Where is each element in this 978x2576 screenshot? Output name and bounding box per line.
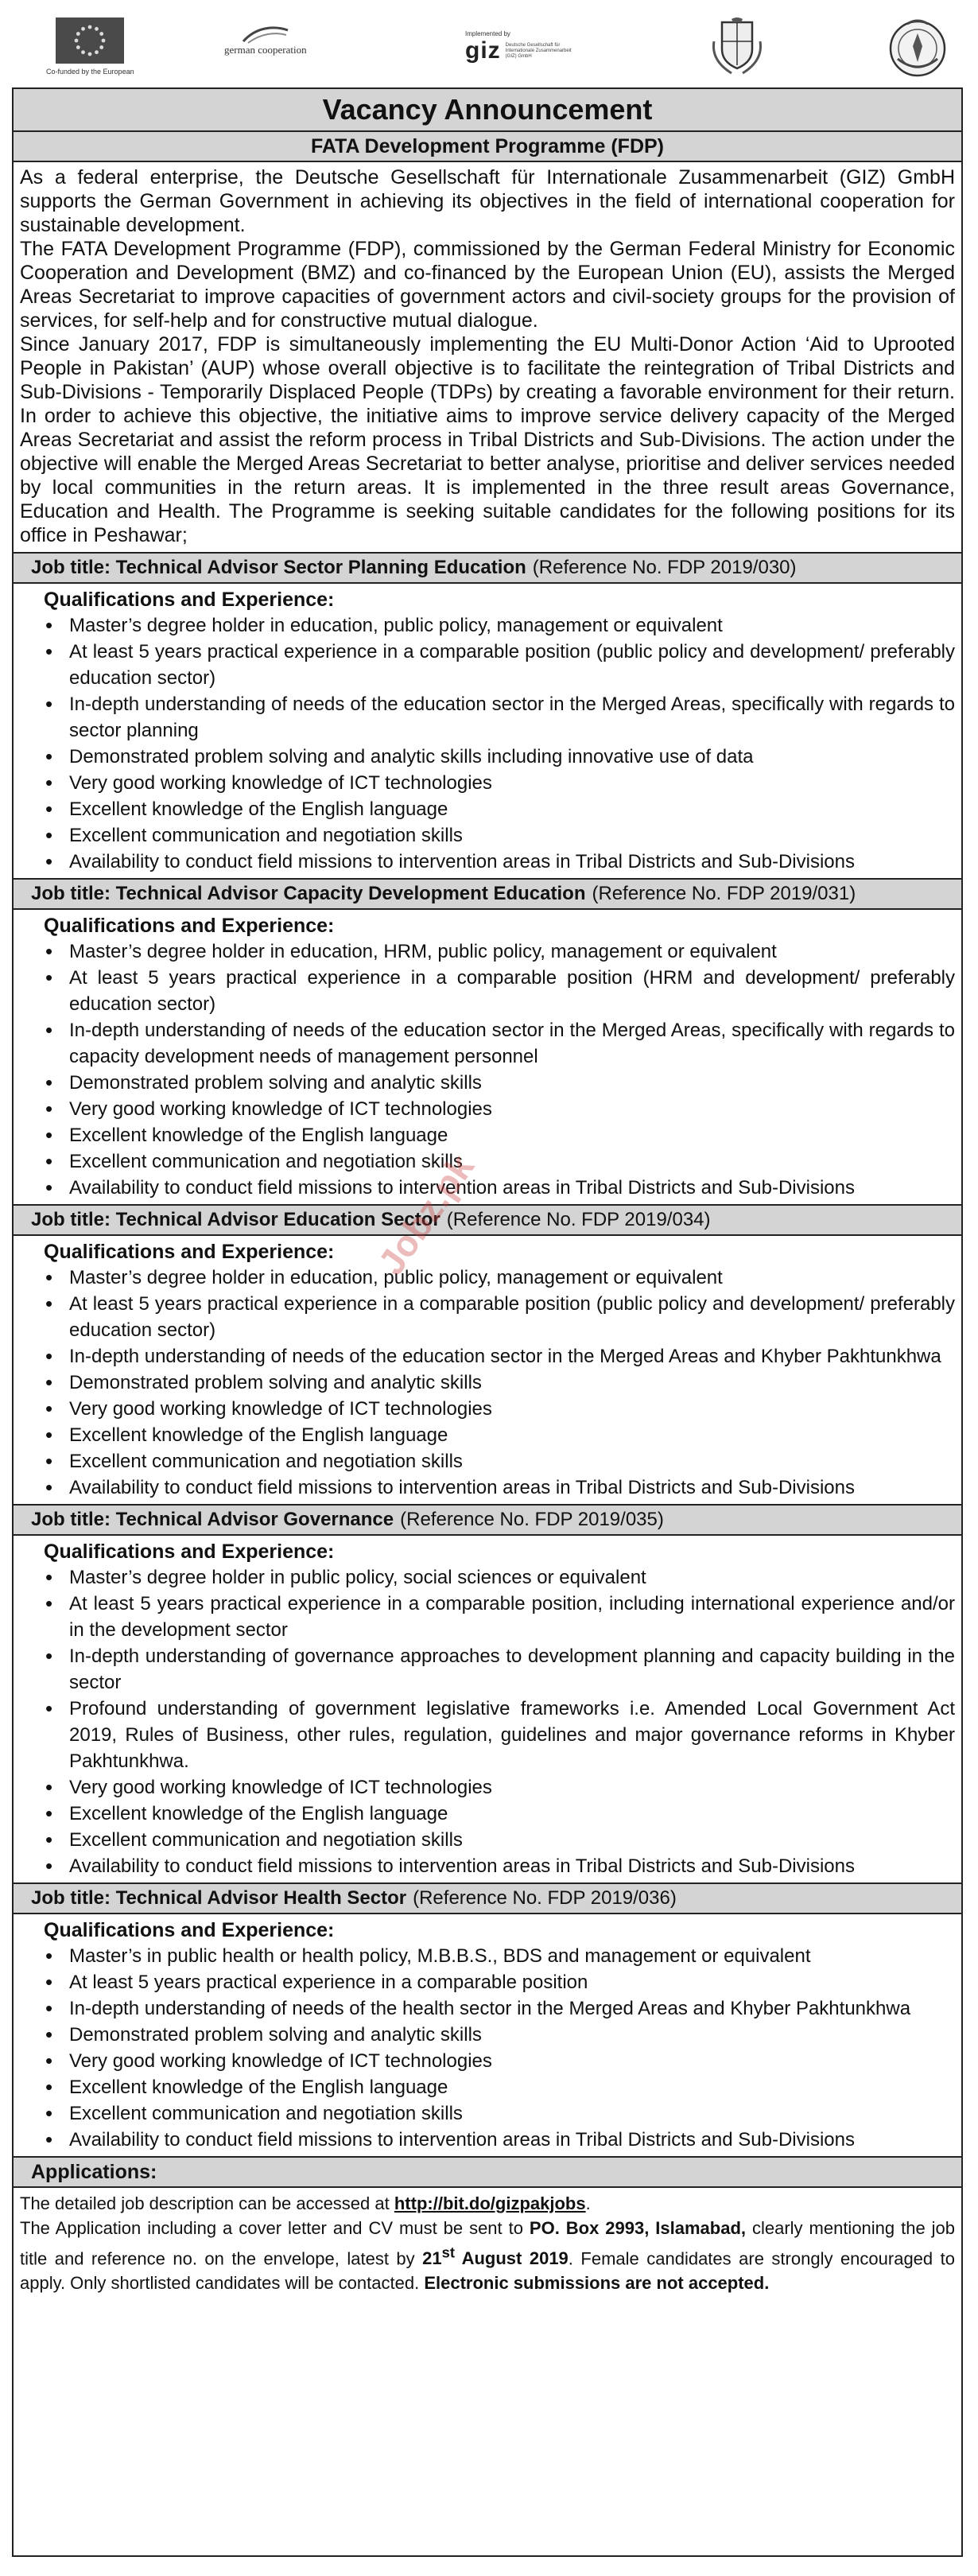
list-item: • Demonstrated problem solving and analytic skills (44, 2022, 955, 2048)
job-title-bar (14, 1882, 961, 1914)
applications-section (14, 2156, 961, 2298)
list-item: • At least 5 years practical experience in a comparable position, including international experience and/or in the development sector (44, 1591, 955, 1643)
list-item: • Excellent communication and negotiation skills (44, 1448, 955, 1474)
applications-text: . (585, 2193, 591, 2213)
qualifications-heading: Qualifications and Experience: (44, 1919, 335, 1941)
applications-instructions (20, 2216, 955, 2295)
intro-paragraph: As a federal enterprise, the Deutsche Gesellschaft für Internationale Zusammenarbeit (GIZ) GmbH supports the German Government in achieving its objectives in the field of international cooperation for sustainable development. (20, 166, 955, 236)
german-cooperation-caption: german cooperation (224, 44, 307, 56)
giz-description: Deutsche Gesellschaft für Internationale Zusammenarbeit (GIZ) GmbH (505, 42, 572, 59)
postal-address: PO. Box 2993, Islamabad, (529, 2218, 747, 2238)
logo-strip (0, 0, 978, 87)
list-item: • Availability to conduct field missions to intervention areas in Tribal Districts and Sub-Divisions (44, 1853, 955, 1879)
list-item: • In-depth understanding of needs of the education sector in the Merged Areas, specifically with regards to sector planning (44, 691, 955, 744)
job-description-link[interactable]: http://bit.do/gizpakjobs (394, 2193, 586, 2213)
list-item: • Very good working knowledge of ICT technologies (44, 770, 955, 796)
deadline-date (422, 2244, 569, 2269)
list-item: • Master’s degree holder in education, public policy, management or equivalent (44, 612, 955, 639)
job-title: Job title: Technical Advisor Capacity Development Education (31, 883, 586, 904)
job-reference: (Reference No. FDP 2019/031) (592, 883, 856, 904)
giz-wordmark: giz (465, 37, 501, 64)
qualifications-heading: Qualifications and Experience: (44, 915, 335, 937)
list-item: • Master’s in public health or health policy, M.B.B.S., BDS and management or equivalent (44, 1943, 955, 1969)
list-item: • Demonstrated problem solving and analytic skills (44, 1370, 955, 1396)
applications-text: The detailed job description can be accessed at (20, 2193, 394, 2213)
intro-paragraph: Since January 2017, FDP is simultaneously implementing the EU Multi-Donor Action ‘Aid to Uprooted People in Pakistan’ (AUP) whose overall objective is to facilitate the reintegration of Tribal Districts and Sub-Divisions - Temporarily Displaced People (TDPs) by creating a favorable environment for their return. In order to achieve this objective, the initiative aims to improve service delivery capacity of the Merged Areas Secretariat and assist the reform process in Tribal Districts and Sub-Divisions. The action under the objective will enable the Merged Areas Secretariat to better analyse, prioritise and deliver services needed by local communities in the return areas. It is implemented in the three result areas Governance, Education and Health. The Programme is seeking suitable candidates for the following positions for its office in Peshawar; (20, 333, 955, 546)
seal-emblem-icon (887, 17, 949, 80)
watermark: Jobz.pk (370, 1146, 483, 1283)
job-title: Job title: Technical Advisor Sector Planning Education (31, 557, 526, 578)
intro-section (14, 162, 961, 552)
list-item: • Excellent communication and negotiation skills (44, 1827, 955, 1853)
programme-subtitle: FATA Development Programme (FDP) (14, 132, 961, 162)
list-item: • In-depth understanding of needs of the health sector in the Merged Areas and Khyber Pakhtunkhwa (44, 1995, 955, 2022)
list-item: • Very good working knowledge of ICT technologies (44, 2048, 955, 2074)
deadline-suffix: st (441, 2244, 455, 2261)
list-item: • Master’s degree holder in education, HRM, public policy, management or equivalent (44, 938, 955, 965)
deadline-month-year: August 2019 (454, 2248, 569, 2269)
intro-paragraph: The FATA Development Programme (FDP), commissioned by the German Federal Ministry for Economic Cooperation and Development (BMZ) and co-financed by the European Union (EU), assists the Merged Areas Secretariat to improve capacities of government actors and civil-society groups for the provision of services, for self-help and for constructive mutual dialogue. (20, 238, 955, 332)
list-item: • Master’s degree holder in education, public policy, management or equivalent (44, 1265, 955, 1291)
german-cooperation-swoosh-icon (242, 24, 289, 45)
job-title-bar (14, 1504, 961, 1536)
applications-line (20, 2191, 955, 2216)
list-item: • Profound understanding of government legislative frameworks i.e. Amended Local Government Act 2019, Rules of Business, other rules, regulation, guidelines and major governance reforms in Khyber Pakhtunkhwa. (44, 1696, 955, 1774)
list-item: • At least 5 years practical experience in a comparable position (public policy and development/ preferably education sector) (44, 1291, 955, 1343)
job-section (14, 1204, 961, 1504)
giz-logo (465, 30, 577, 64)
job-section (14, 552, 961, 878)
qualifications-list (44, 1943, 955, 2153)
list-item: • At least 5 years practical experience in a comparable position (public policy and development/ preferably education sector) (44, 639, 955, 691)
job-title: Job title: Technical Advisor Governance (31, 1509, 394, 1530)
applications-heading: Applications: (14, 2156, 961, 2188)
electronic-submission-note: Electronic submissions are not accepted. (424, 2273, 770, 2294)
list-item: • Very good working knowledge of ICT technologies (44, 1774, 955, 1801)
list-item: • Excellent knowledge of the English language (44, 1422, 955, 1448)
job-reference: (Reference No. FDP 2019/030) (532, 557, 797, 578)
qualifications-list (44, 1265, 955, 1501)
list-item: • Excellent knowledge of the English language (44, 1801, 955, 1827)
qualifications-list (44, 938, 955, 1201)
job-section (14, 1504, 961, 1882)
list-item: • Availability to conduct field missions to intervention areas in Tribal Districts and Sub-Divisions (44, 1474, 955, 1501)
job-title-bar (14, 552, 961, 584)
page-title: Vacancy Announcement (14, 89, 961, 132)
list-item: • Very good working knowledge of ICT technologies (44, 1096, 955, 1122)
list-item: • Demonstrated problem solving and analytic skills including innovative use of data (44, 744, 955, 770)
list-item: • Availability to conduct field missions to intervention areas in Tribal Districts and Sub-Divisions (44, 2127, 955, 2153)
list-item: • In-depth understanding of governance approaches to development planning and capacity building in the sector (44, 1643, 955, 1696)
list-item: • At least 5 years practical experience in a comparable position (HRM and development/ preferably education sector) (44, 965, 955, 1017)
eu-logo (46, 17, 134, 76)
eu-caption: Co-funded by the European (46, 68, 134, 76)
job-title-bar (14, 1204, 961, 1236)
job-reference: (Reference No. FDP 2019/034) (446, 1209, 711, 1230)
german-cooperation-logo (224, 24, 307, 55)
pakistan-emblem (708, 17, 766, 76)
announcement-frame (12, 87, 963, 2557)
qualifications-heading: Qualifications and Experience: (44, 1241, 335, 1263)
kp-government-emblem (887, 17, 949, 80)
eu-flag-icon (56, 17, 124, 64)
list-item: • Excellent knowledge of the English language (44, 1122, 955, 1148)
applications-text: The Application including a cover letter and CV must be sent to (20, 2218, 530, 2238)
qualifications-list (44, 612, 955, 875)
job-reference: (Reference No. FDP 2019/036) (413, 1887, 677, 1909)
qualifications-heading: Qualifications and Experience: (44, 1541, 335, 1563)
list-item: • Availability to conduct field missions to intervention areas in Tribal Districts and Sub-Divisions (44, 849, 955, 875)
giz-implemented-by: Implemented by (465, 30, 510, 37)
list-item: • Demonstrated problem solving and analytic skills (44, 1070, 955, 1096)
job-section (14, 878, 961, 1204)
qualifications-list (44, 1564, 955, 1879)
list-item: • Excellent communication and negotiation skills (44, 1148, 955, 1175)
job-title: Job title: Technical Advisor Education Sector (31, 1209, 440, 1230)
state-emblem-icon (708, 17, 766, 76)
applications-text: . Female candidates are strongly encouraged to apply. Only shortlisted candidates will be contacted. (20, 2248, 955, 2294)
job-reference: (Reference No. FDP 2019/035) (400, 1509, 664, 1530)
list-item: • In-depth understanding of needs of the education sector in the Merged Areas and Khyber Pakhtunkhwa (44, 1343, 955, 1370)
list-item: • At least 5 years practical experience in a comparable position (44, 1969, 955, 1995)
list-item: • Excellent knowledge of the English language (44, 796, 955, 822)
job-section (14, 1882, 961, 2156)
list-item: • Excellent communication and negotiation skills (44, 2100, 955, 2127)
deadline-day: 21 (422, 2248, 442, 2269)
list-item: • Excellent knowledge of the English language (44, 2074, 955, 2100)
list-item: • Master’s degree holder in public policy, social sciences or equivalent (44, 1564, 955, 1591)
list-item: • Very good working knowledge of ICT technologies (44, 1396, 955, 1422)
job-title-bar (14, 878, 961, 910)
list-item: • In-depth understanding of needs of the education sector in the Merged Areas, specifically with regards to capacity development needs of management personnel (44, 1017, 955, 1070)
job-title: Job title: Technical Advisor Health Sector (31, 1887, 407, 1909)
list-item: • Availability to conduct field missions to intervention areas in Tribal Districts and Sub-Divisions (44, 1175, 955, 1201)
applications-text: clearly mentioning the job title and reference no. on the envelope, latest by (20, 2218, 955, 2269)
list-item: • Excellent communication and negotiation skills (44, 822, 955, 849)
qualifications-heading: Qualifications and Experience: (44, 589, 335, 611)
